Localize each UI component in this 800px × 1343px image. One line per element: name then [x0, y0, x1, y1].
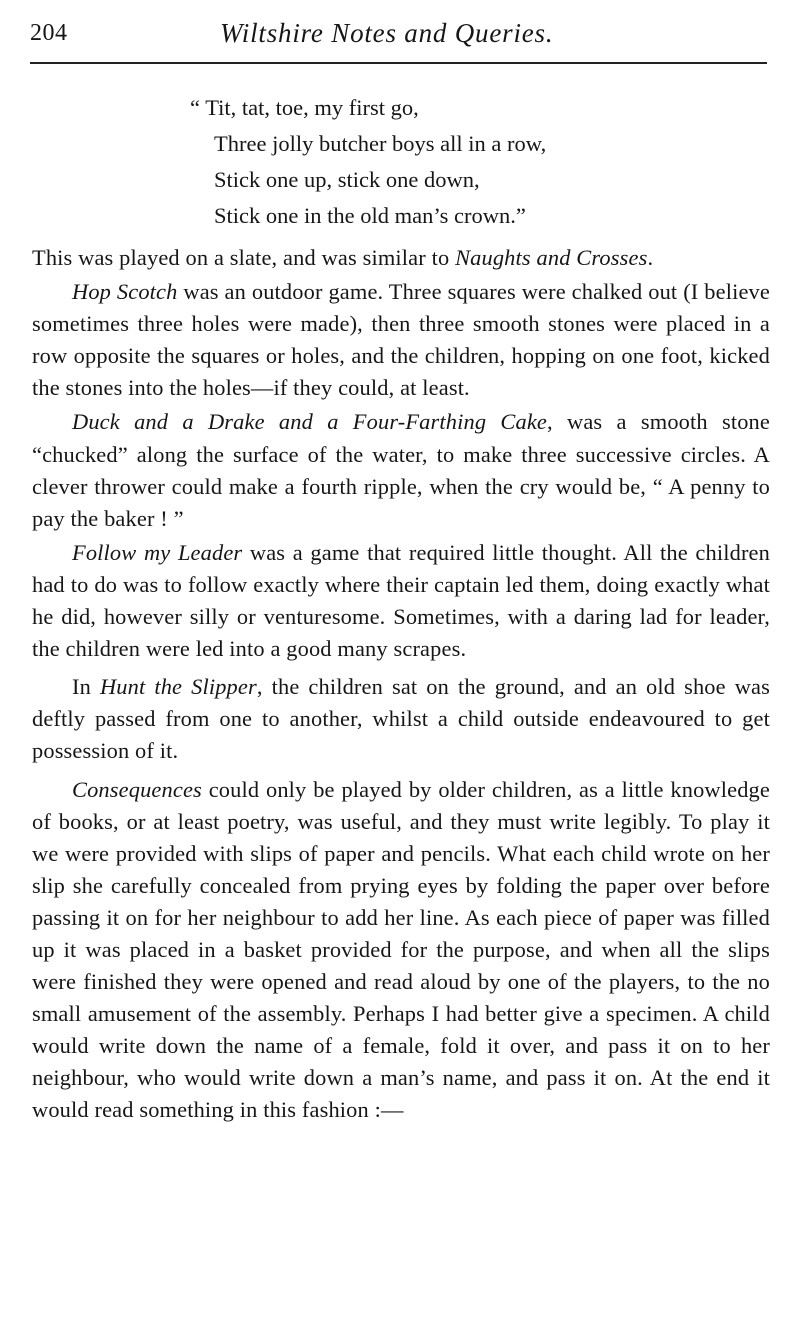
verse-line: Stick one in the old man’s crown.”	[214, 203, 526, 228]
running-head	[30, 18, 770, 52]
paragraph-text: was a game that required little thought. All the children had to do was to follow exactly where their captain led them, doing exactly what he did, however silly or venturesome. Sometimes, with a daring lad for leader, the children were led into a good many scrapes.	[32, 539, 770, 662]
game-name: Hunt the Slipper	[99, 674, 257, 700]
paragraph-hop-scotch	[32, 276, 770, 404]
paragraph-text: This was played on a slate, and was similar to	[32, 245, 456, 270]
verse-line: “ Tit, tat, toe, my first go,	[190, 95, 419, 120]
body-text	[32, 242, 770, 1129]
verse-line: Three jolly butcher boys all in a row,	[214, 131, 547, 156]
paragraph-text: , the children sat on the ground, and an old shoe was deftly passed from one to another, whilst a child outside endeavoured to get possession of it.	[32, 674, 770, 764]
game-name: Hop Scotch	[72, 279, 178, 305]
page-number: 204	[30, 20, 68, 46]
paragraph-text: , was a smooth stone “chucked” along the surface of the water, to make three successive circles. A clever thrower could make a fourth ripple, when the cry would be, “ A penny to pay the baker ! ”	[32, 409, 770, 531]
paragraph-text: In	[72, 674, 100, 700]
paragraph-naughts-and-crosses	[32, 242, 770, 274]
paragraph-text: .	[647, 245, 654, 270]
game-name: Follow my Leader	[72, 539, 243, 565]
paragraph-text: could only be played by older children, as a little knowledge of books, or at least poetry, was useful, and they must write legibly. To play it we were provided with slips of paper and pencils. What each child wrote on her slip she carefully concealed from prying eyes by folding the paper over before passing it on for her neighbour to add her line. As each piece of paper was filled up it was placed in a basket provided for the purpose, and when all the slips were finished they were opened and read aloud by one of the players, to the no small amusement of the assembly. Perhaps I had better give a specimen. A child would write down the name of a female, fold it over, and pass it on to her neighbour, who would write down a man’s name, and pass it on. At the end it would read something in this fashion :—	[32, 776, 770, 1123]
paragraph-duck-and-drake	[32, 406, 770, 534]
paragraph-follow-my-leader	[32, 537, 770, 665]
journal-title: Wiltshire Notes and Queries.	[220, 18, 554, 48]
game-name: Consequences	[72, 776, 202, 802]
paragraph-consequences	[32, 774, 770, 1127]
rhyme-verse	[190, 90, 546, 234]
verse-line: Stick one up, stick one down,	[214, 167, 480, 192]
paragraph-hunt-the-slipper	[32, 671, 770, 767]
paragraph-text: was an outdoor game. Three squares were chalked out (I believe sometimes three holes were made), then three smooth stones were placed in a row opposite the squares or holes, and the children, hopping on one foot, kicked the stones into the holes—if they could, at least.	[32, 279, 770, 401]
game-name: Naughts and Crosses	[455, 245, 648, 270]
game-name: Duck and a Drake and a Four-Farthing Cake	[72, 409, 548, 435]
header-rule	[30, 62, 767, 64]
